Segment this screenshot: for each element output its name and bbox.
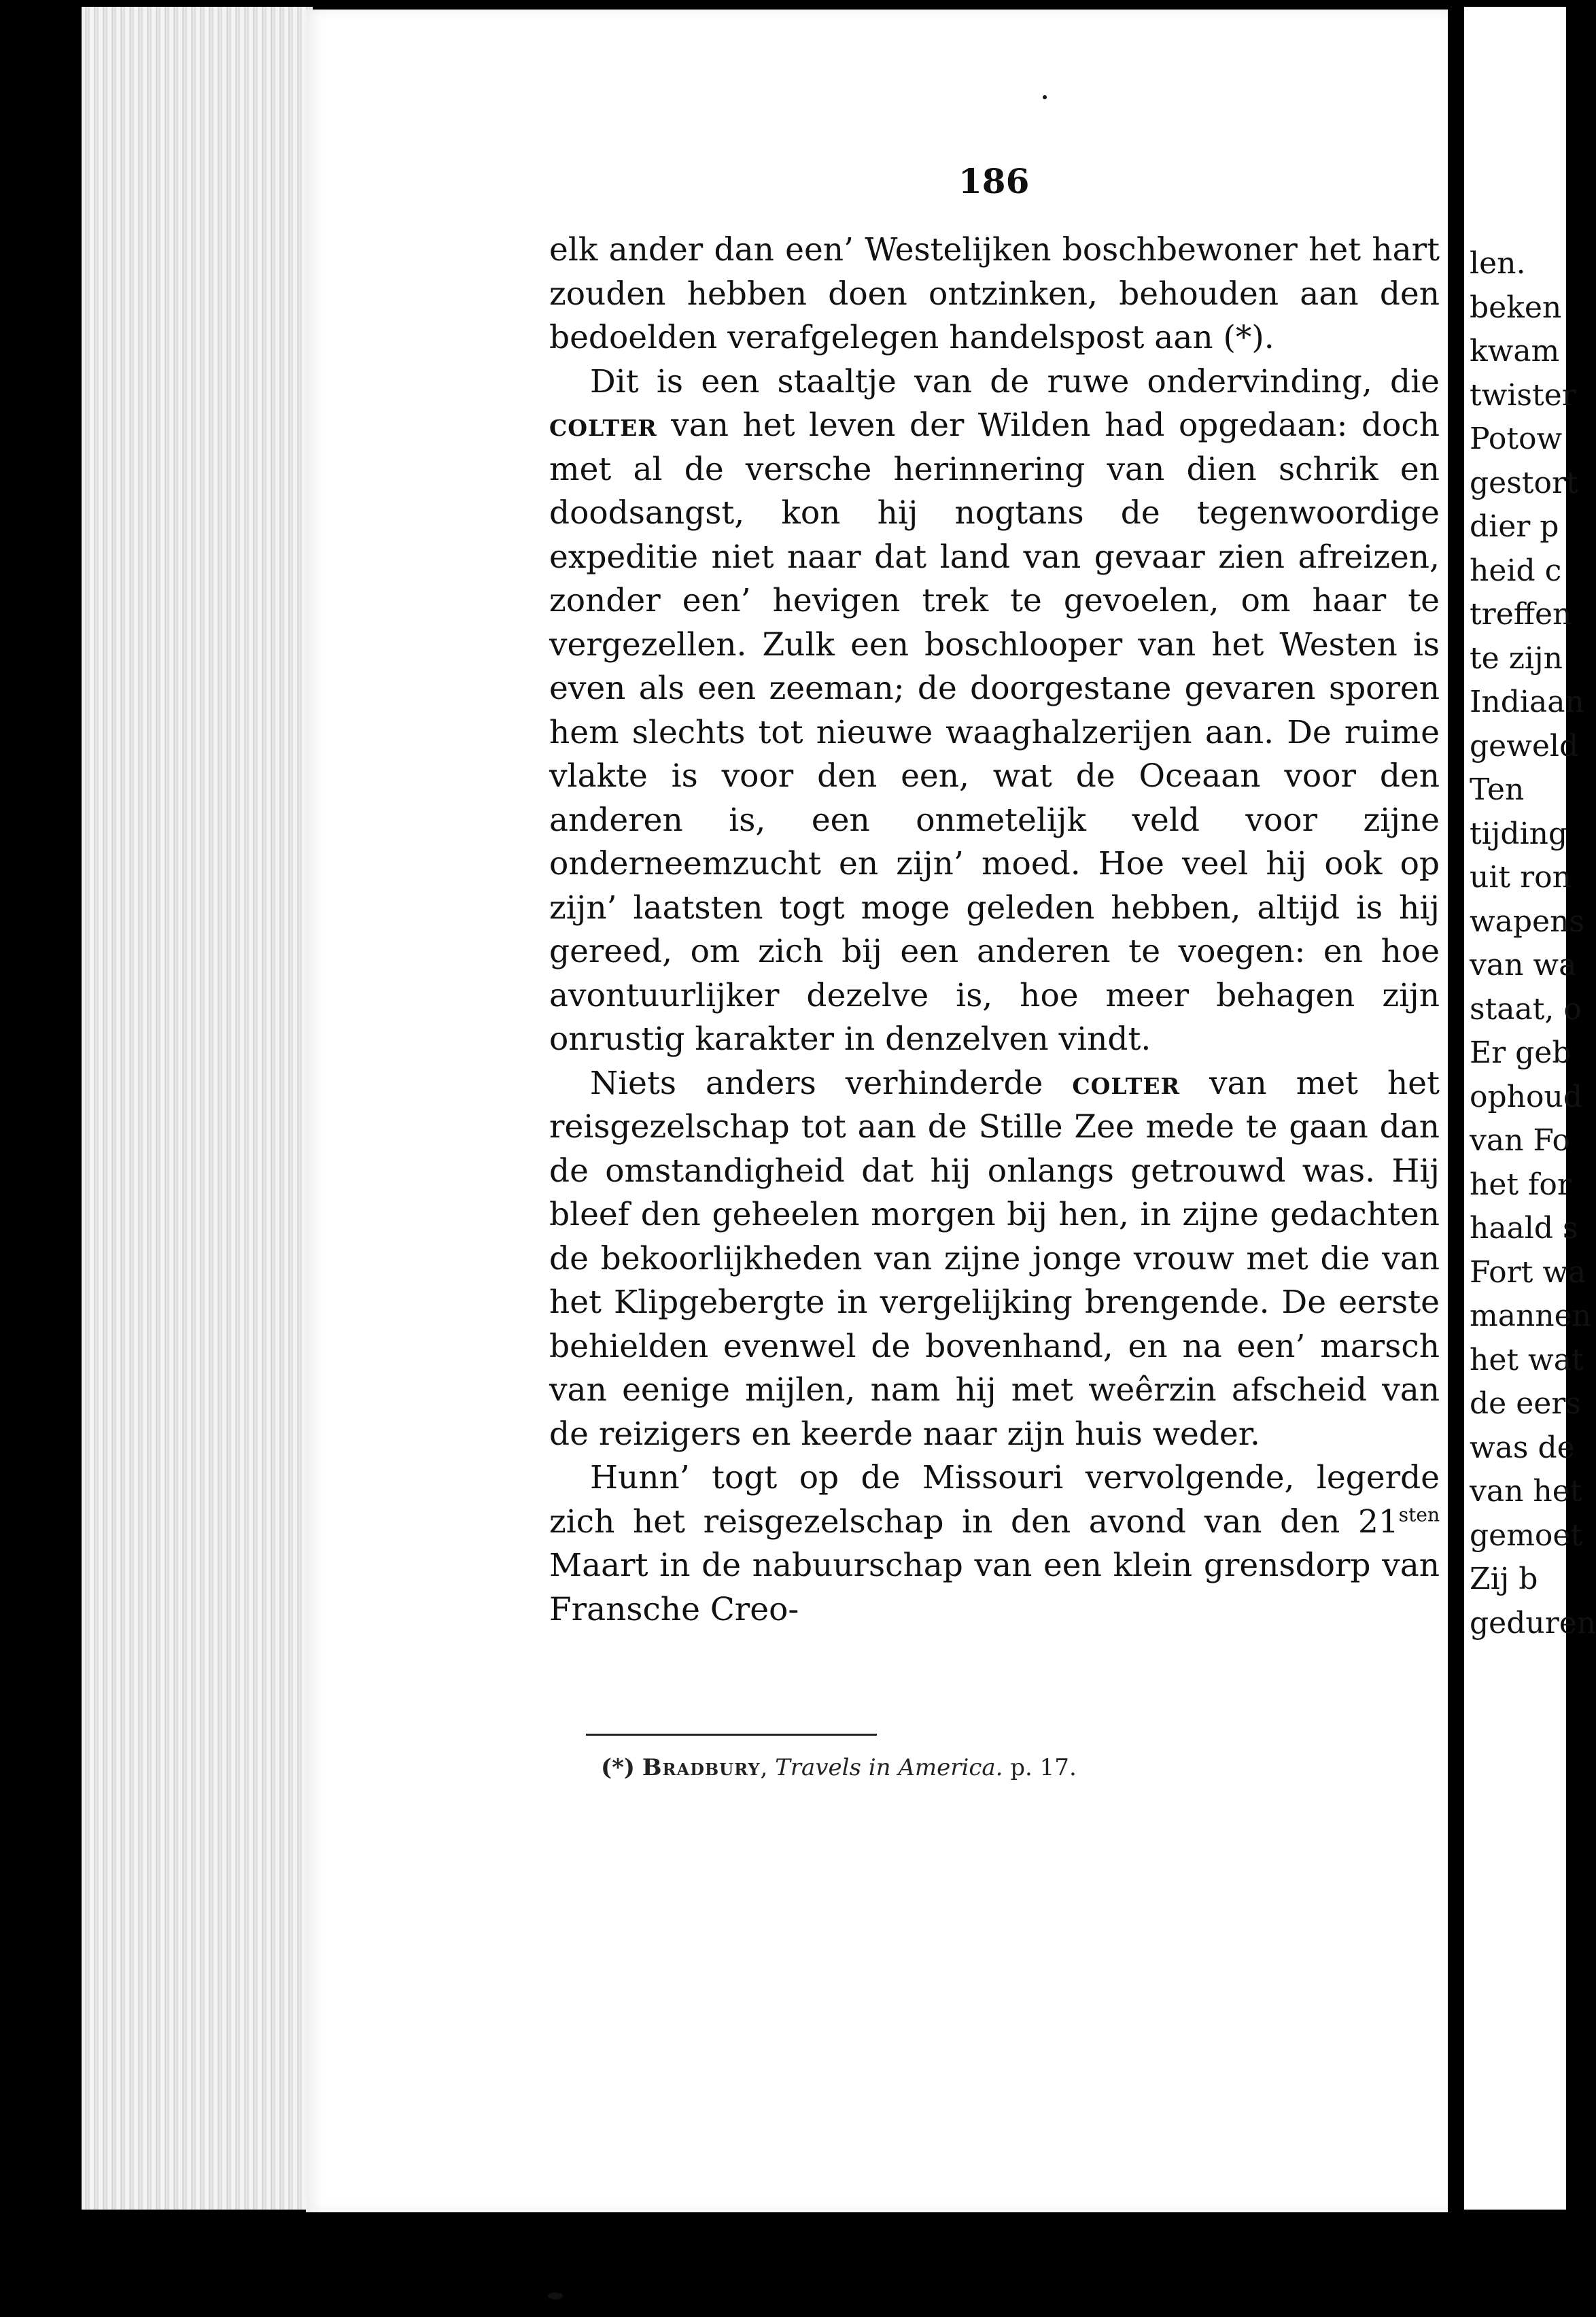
book-gutter [1448, 0, 1464, 2223]
next-page-line: haald s [1470, 1211, 1578, 1246]
paragraph [549, 1456, 1440, 1632]
next-page-line: len. [1470, 246, 1526, 281]
superscript: sten [1398, 1503, 1440, 1526]
paragraph [549, 1062, 1440, 1457]
next-page-line: Potow [1470, 422, 1563, 456]
text-run: van met het reisgezelschap tot aan de Stille Zee mede te gaan dan de omstandigheid dat hij onlangs getrouwd was. Hij bleef den geheelen morgen bij hen, in zijne gedachten de bekoorlijkheden van zijne jonge vrouw met die van het Klipgebergte in vergelijking brengende. De eerste behielden evenwel de bovenhand, en na een’ marsch van eenige mijlen, nam hij met weêrzin afscheid van de reizigers en keerde naar zijn huis weder. [549, 1064, 1440, 1453]
next-page-line: de eers [1470, 1386, 1581, 1421]
footnote-separator: , [760, 1754, 768, 1781]
next-page-line: gemoet [1470, 1517, 1583, 1553]
paragraph [549, 360, 1440, 1062]
footnote-mark: (*) [601, 1754, 635, 1781]
next-page-line: geweld [1470, 728, 1579, 763]
next-page-line: te zijn [1470, 640, 1563, 676]
next-page-line: van wa [1470, 948, 1577, 982]
dust-speck [1043, 95, 1047, 99]
next-page-line: Zij b [1470, 1562, 1538, 1596]
next-page-line: tijding [1470, 816, 1568, 851]
next-page-line: van Fo [1470, 1123, 1571, 1158]
next-page-line: Indiaan [1470, 685, 1584, 719]
footnote-title: Travels in America. [775, 1754, 1003, 1781]
next-page-line: van het [1470, 1474, 1582, 1509]
next-page-line: staat, o [1470, 991, 1582, 1027]
paragraph [549, 228, 1440, 360]
footnote [601, 1754, 1077, 1781]
small-caps-name: colter [1072, 1064, 1181, 1102]
next-page-line: heid c [1470, 553, 1562, 588]
next-page-line: uit ron [1470, 860, 1572, 895]
page-number: 186 [958, 161, 1030, 201]
footnote-rule [586, 1734, 877, 1736]
next-page-line: dier p [1470, 509, 1559, 544]
next-page-line: het for [1470, 1167, 1572, 1202]
next-page-line: kwam [1470, 334, 1560, 368]
next-page-line: beken [1470, 290, 1562, 325]
small-caps-name: colter [549, 407, 657, 444]
text-run: Maart in de nabuurschap van een klein grensdorp van Fransche Creo- [549, 1547, 1440, 1628]
book-page-edge [82, 7, 313, 2210]
next-page-line: gestort [1470, 465, 1578, 500]
next-page-line: Er geb [1470, 1035, 1572, 1070]
next-page-line: het wat [1470, 1342, 1584, 1377]
next-page-text [1470, 242, 1596, 1645]
next-page-line: treffen [1470, 597, 1572, 632]
text-run: van het leven der Wilden had opgedaan: doch met al de versche herinnering van dien schrik en doodsangst, kon hij nogtans de tegenwoordige expeditie niet naar dat land van gevaar zien afreizen, zonder een’ hevigen trek te gevoelen, om haar te vergezellen. Zulk een boschlooper van het Westen is even als een zeeman; de doorgestane gevaren sporen hem slechts tot nieuwe waaghalzerijen aan. De ruime vlakte is voor den een, wat de Oceaan voor den anderen is, een onmetelijk veld voor zijne onderneemzucht en zijn’ moed. Hoe veel hij ook op zijn’ laatsten togt moge geleden hebben, altijd is hij gereed, om zich bij een anderen te voegen: en hoe avontuurlijker dezelve is, hoe meer behagen zijn onrustig karakter in denzelven vindt. [549, 407, 1440, 1058]
text-run: Hunn’ togt op de Missouri vervolgende, legerde zich het reisgezelschap in den avond van den 21 [549, 1459, 1440, 1541]
text-run: elk ander dan een’ Westelijken boschbewoner het hart zouden hebben doen ontzinken, behouden aan den bedoelden verafgelegen handelspost aan (*). [549, 231, 1440, 356]
next-page-line: mannen [1470, 1299, 1592, 1333]
footnote-page: p. 17. [1010, 1754, 1077, 1781]
next-page-line: twister [1470, 377, 1576, 413]
next-page-line: wapens [1470, 904, 1585, 939]
footnote-author: Bradbury [642, 1754, 761, 1781]
next-page-line: ophoud [1470, 1079, 1582, 1114]
next-page-line: Ten [1470, 772, 1525, 807]
text-run: Niets anders verhinderde [590, 1064, 1073, 1102]
body-text [549, 228, 1440, 1632]
text-run: Dit is een staaltje van de ruwe ondervinding, die [590, 362, 1440, 400]
next-page-line: was de [1470, 1430, 1575, 1465]
dust-speck [548, 2293, 563, 2299]
next-page-line: geduren [1470, 1605, 1596, 1641]
next-page-line: Fort wa [1470, 1254, 1586, 1290]
next-page-partial [1464, 7, 1596, 2210]
